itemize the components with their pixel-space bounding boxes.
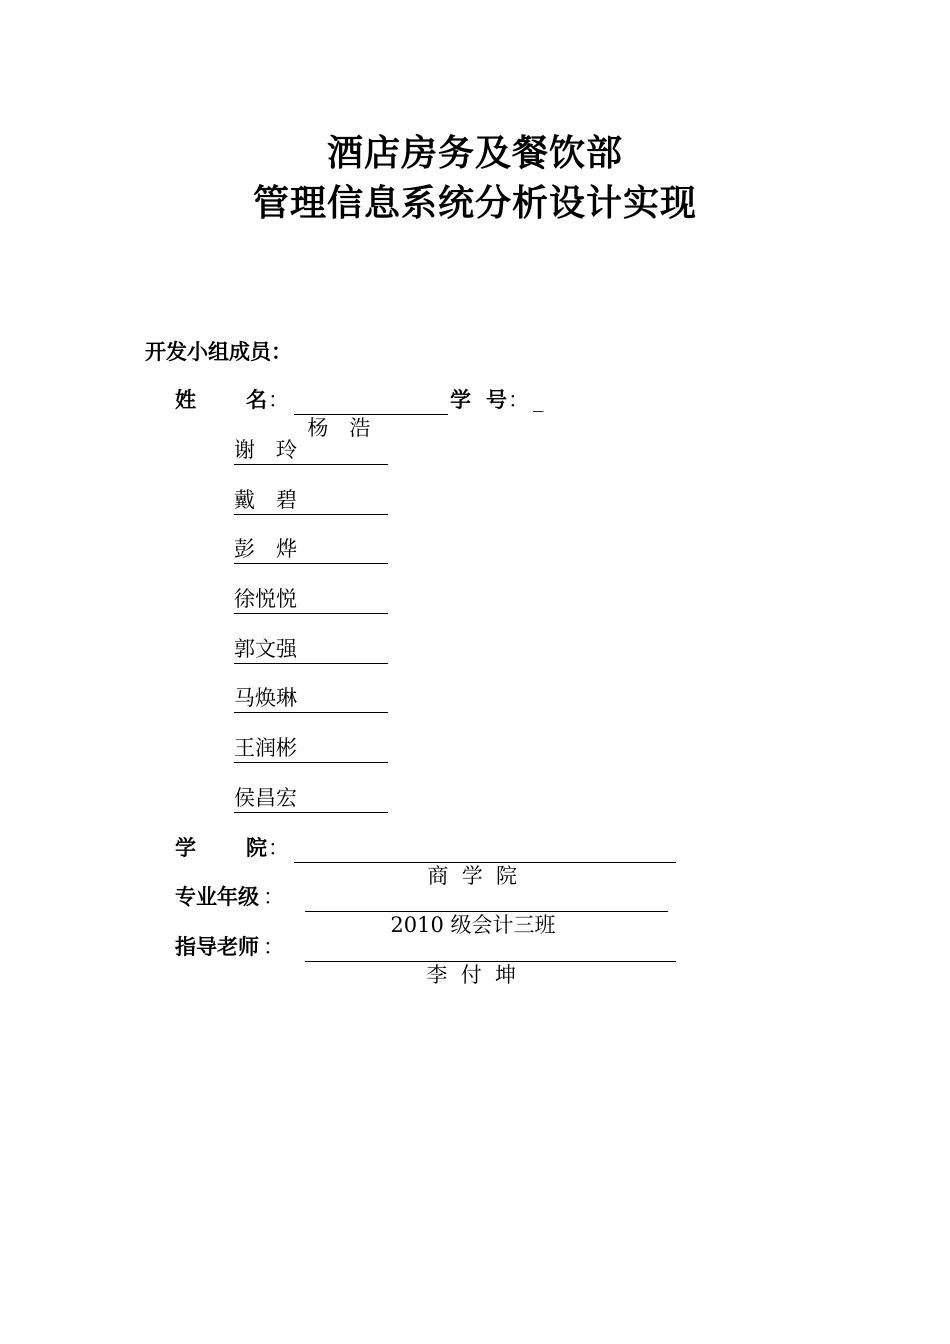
student-id-label-char-1: 学: [450, 387, 471, 412]
name-colon: ：: [268, 388, 289, 412]
major-colon: ：: [263, 885, 284, 909]
document-title-line-2: 管理信息系统分析设计实现: [252, 182, 697, 224]
member-name: 郭文强: [234, 637, 297, 661]
member-name: 侯昌宏: [234, 786, 297, 810]
document-title-line-1: 酒店房务及餐饮部: [326, 132, 623, 174]
major-grade-label: 专业年级: [175, 884, 259, 909]
member-name: 谢 玲: [234, 438, 297, 462]
member-name: 马焕琳: [234, 686, 297, 710]
major-grade-field: [305, 883, 668, 937]
member-name-field: [234, 734, 388, 763]
leader-name-field: [294, 386, 448, 440]
student-id-value: _: [533, 388, 544, 412]
member-name: 徐悦悦: [234, 587, 297, 611]
college-label-char-2: 院: [246, 835, 267, 860]
member-name-field: [234, 635, 388, 664]
member-name: 彭 烨: [234, 537, 297, 561]
member-name: 戴 碧: [234, 488, 297, 512]
student-id-label-char-2: 号: [486, 387, 507, 412]
major-grade-value: 2010 级会计三班: [390, 913, 556, 937]
college-value: 商 学 院: [427, 864, 518, 888]
advisor-field: [305, 933, 676, 987]
leader-name: 杨 浩: [307, 416, 371, 440]
member-name-field: [234, 585, 388, 614]
college-label-char-1: 学: [175, 835, 196, 860]
advisor-label: 指导老师: [175, 934, 259, 959]
member-name-field: [234, 684, 388, 713]
member-name-field: [234, 784, 388, 813]
advisor-value: 李 付 坤: [426, 963, 517, 987]
name-label-char-1: 姓: [175, 387, 196, 412]
college-field: [294, 834, 676, 888]
college-colon: ：: [268, 836, 289, 860]
member-name-field: [234, 436, 388, 465]
member-name-field: [234, 486, 388, 515]
name-label-char-2: 名: [246, 387, 267, 412]
team-members-heading: 开发小组成员：: [145, 339, 292, 364]
member-name: 王润彬: [234, 736, 297, 760]
student-id-colon: ：: [508, 388, 529, 412]
member-name-field: [234, 535, 388, 564]
advisor-colon: ：: [263, 935, 284, 959]
